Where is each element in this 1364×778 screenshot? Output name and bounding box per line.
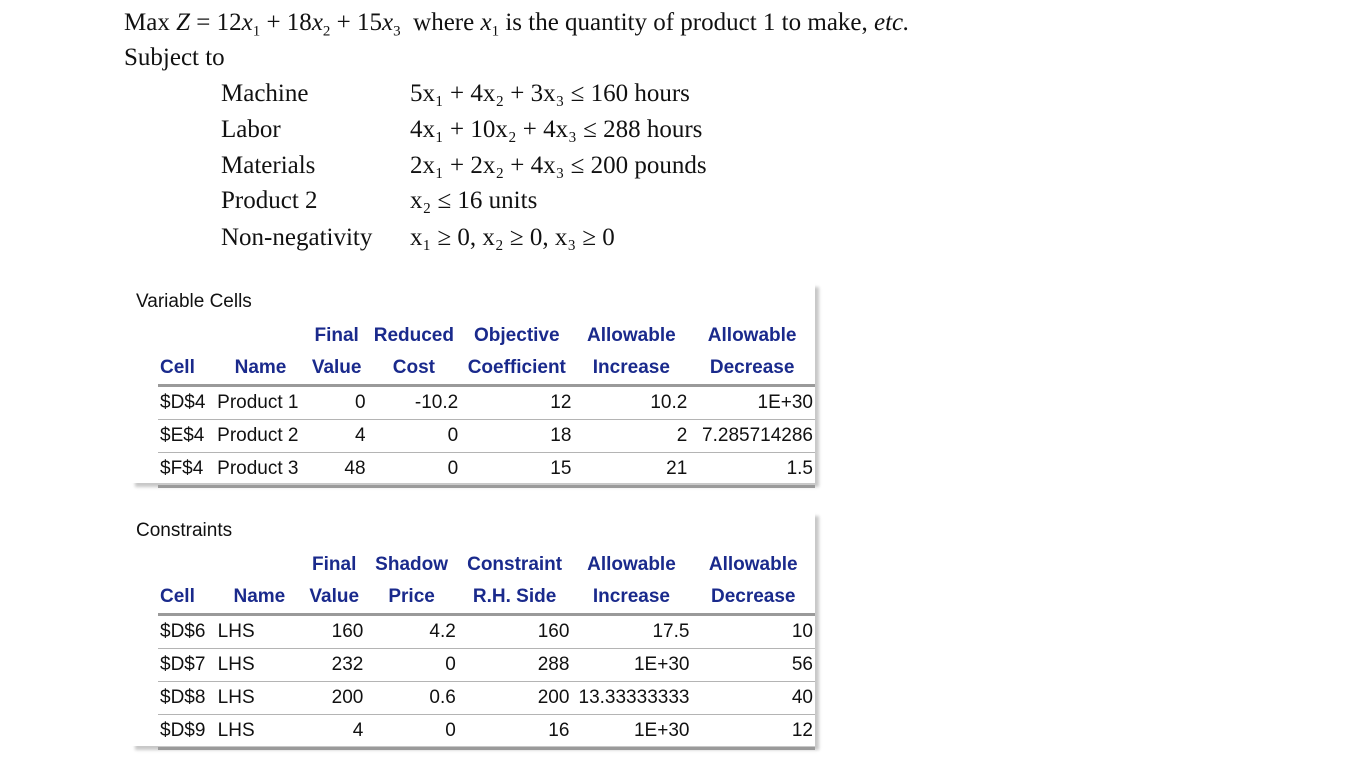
cell-name: LHS [216, 649, 303, 682]
constraint-label-machine: Machine [221, 80, 309, 107]
allowable-increase: 1E+30 [571, 649, 691, 682]
var-x: x [480, 9, 492, 36]
allowable-increase: 2 [573, 420, 689, 453]
shadow-price: 4.2 [365, 615, 457, 649]
constraints-table [158, 549, 815, 750]
column-header: Allowable [707, 325, 797, 346]
cell-ref: $D$9 [158, 715, 216, 749]
cell-name: LHS [216, 715, 303, 749]
constraint-expr-product-2: x₂ ≤ 16 units [410, 187, 538, 214]
final-value: 232 [303, 649, 365, 682]
allowable-decrease: 1.5 [689, 453, 815, 487]
cell-name: LHS [216, 615, 303, 649]
allowable-increase: 1E+30 [571, 715, 691, 749]
constraint-rhs: 16 [458, 715, 572, 749]
table-row [158, 420, 815, 453]
objective-description: is the quantity of product 1 to make, [499, 9, 875, 36]
column-header: Value [306, 352, 368, 386]
shadow-price: 0.6 [365, 682, 457, 715]
constraint-expr-non-negativity: x₁ ≥ 0, x₂ ≥ 0, x₃ ≥ 0 [410, 224, 615, 251]
column-header: Price [365, 581, 457, 615]
objective-term-3: + 15 [330, 9, 383, 36]
column-header: Allowable [708, 554, 798, 575]
constraint-label-non-negativity: Non-negativity [221, 224, 373, 251]
cell-name: Product 1 [215, 386, 306, 420]
column-header: Name [215, 352, 306, 386]
objective-coefficient: 12 [460, 386, 573, 420]
objective-prefix: Max [124, 9, 177, 36]
reduced-cost: -10.2 [368, 386, 461, 420]
table-row [158, 715, 815, 749]
column-header [216, 549, 303, 581]
column-header: Constraint [467, 554, 563, 575]
objective-function [124, 9, 910, 40]
column-header: Allowable [587, 325, 676, 346]
column-header: Objective [474, 325, 560, 346]
constraint-label-product-2: Product 2 [221, 187, 318, 214]
column-header: Increase [571, 581, 691, 615]
allowable-decrease: 10 [691, 615, 815, 649]
cell-name: Product 2 [215, 420, 306, 453]
objective-term-2: + 18 [260, 9, 312, 36]
table-header-row [158, 320, 815, 352]
constraint-expr-materials: 2x₁ + 2x₂ + 4x₃ ≤ 200 pounds [410, 152, 707, 179]
cell-name: Product 3 [215, 453, 306, 487]
subscript: 1 [252, 23, 261, 40]
reduced-cost: 0 [368, 453, 461, 487]
column-header: Name [216, 581, 303, 615]
constraint-rhs: 288 [458, 649, 572, 682]
allowable-increase: 21 [573, 453, 689, 487]
column-header: Decrease [691, 581, 815, 615]
cell-ref: $D$7 [158, 649, 216, 682]
table-header-row [158, 581, 815, 615]
subject-to-heading: Subject to [124, 44, 225, 71]
final-value: 160 [303, 615, 365, 649]
constraint-rhs: 160 [458, 615, 572, 649]
column-header: Final [314, 325, 359, 346]
column-header: Value [303, 581, 365, 615]
column-header: Decrease [689, 352, 815, 386]
table-row [158, 649, 815, 682]
allowable-decrease: 40 [691, 682, 815, 715]
constraint-rhs: 200 [458, 682, 572, 715]
constraint-expr-labor: 4x₁ + 10x₂ + 4x₃ ≤ 288 hours [410, 116, 703, 143]
allowable-decrease: 56 [691, 649, 815, 682]
objective-coefficient: 15 [460, 453, 573, 487]
cell-ref: $D$4 [158, 386, 215, 420]
cell-ref: $D$6 [158, 615, 216, 649]
objective-term-1: = 12 [189, 9, 242, 36]
etc-text: etc. [874, 9, 910, 36]
cell-ref: $F$4 [158, 453, 215, 487]
allowable-increase: 10.2 [573, 386, 689, 420]
shadow-price: 0 [365, 715, 457, 749]
final-value: 4 [306, 420, 368, 453]
constraint-label-labor: Labor [221, 116, 281, 143]
allowable-decrease: 12 [691, 715, 815, 749]
var-x: x [241, 9, 253, 36]
table-header-row [158, 352, 815, 386]
var-x: x [382, 9, 394, 36]
variable-cells-table [158, 320, 815, 488]
subscript: 3 [393, 23, 401, 40]
table-row [158, 386, 815, 420]
where-text: where [413, 9, 475, 36]
column-header: R.H. Side [458, 581, 572, 615]
variable-cells-title: Variable Cells [136, 291, 252, 312]
column-header: Coefficient [460, 352, 573, 386]
allowable-increase: 17.5 [571, 615, 691, 649]
allowable-decrease: 1E+30 [689, 386, 815, 420]
column-header: Reduced [373, 325, 454, 346]
column-header: Cell [158, 581, 216, 615]
allowable-decrease: 7.285714286 [689, 420, 815, 453]
reduced-cost: 0 [368, 420, 461, 453]
table-row [158, 682, 815, 715]
objective-coefficient: 18 [460, 420, 573, 453]
subscript: 1 [491, 23, 500, 40]
column-header: Increase [573, 352, 689, 386]
table-row [158, 615, 815, 649]
final-value: 0 [306, 386, 368, 420]
cell-ref: $E$4 [158, 420, 215, 453]
column-header: Allowable [587, 554, 676, 575]
variable-cells-report [131, 283, 815, 483]
final-value: 48 [306, 453, 368, 487]
column-header [158, 549, 216, 581]
cell-name: LHS [216, 682, 303, 715]
allowable-increase: 13.33333333 [571, 682, 691, 715]
var-x: x [311, 9, 323, 36]
table-row [158, 453, 815, 487]
table-header-row [158, 549, 815, 581]
constraints-title: Constraints [136, 520, 233, 541]
column-header: Shadow [375, 554, 449, 575]
shadow-price: 0 [365, 649, 457, 682]
column-header: Final [312, 554, 357, 575]
final-value: 200 [303, 682, 365, 715]
column-header [158, 320, 215, 352]
objective-z: Z [176, 9, 190, 36]
subscript: 2 [322, 23, 331, 40]
cell-ref: $D$8 [158, 682, 216, 715]
constraints-report [131, 512, 815, 746]
final-value: 4 [303, 715, 365, 749]
column-header: Cell [158, 352, 215, 386]
constraint-label-materials: Materials [221, 152, 316, 179]
column-header [215, 320, 306, 352]
column-header: Cost [368, 352, 461, 386]
constraint-expr-machine: 5x₁ + 4x₂ + 3x₃ ≤ 160 hours [410, 80, 690, 107]
